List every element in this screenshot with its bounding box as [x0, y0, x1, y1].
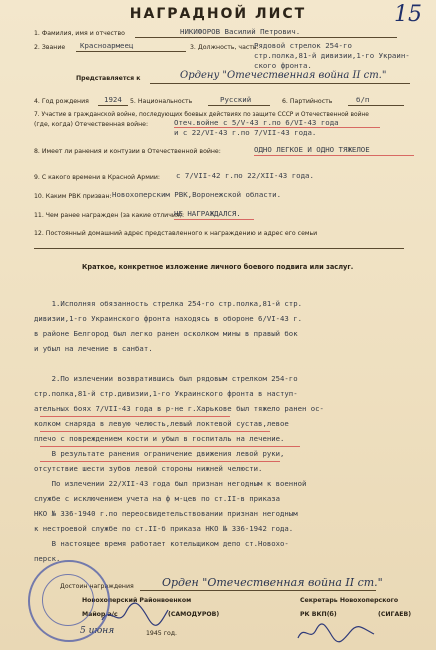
field-10-value: Новохоперским РВК,Воронежской области. — [112, 190, 282, 199]
narrative-line: В результате ранения ограничение движения левой руки, — [34, 449, 285, 458]
field-6-line — [348, 105, 404, 106]
field-9-label: 9. С какого времени в Красной Армии: — [34, 174, 161, 181]
right-signature — [296, 620, 376, 646]
field-2-label: 2. Звание — [34, 44, 66, 51]
left-signatory-name: (САМОДУРОВ) — [168, 611, 220, 618]
field-11-value: НЕ НАГРАЖДАЛСЯ. — [174, 209, 241, 218]
narrative-underline — [40, 461, 280, 462]
left-org-line2: Майор а/с — [82, 611, 118, 618]
narrative-line: в районе Белгород был легко ранен осколком мины в правый бок — [34, 329, 298, 338]
narrative-line: службе с исключением учета на ф м-цев по ст.II-в приказа — [34, 494, 281, 503]
right-signatory-name: (СИГАЕВ) — [378, 611, 412, 618]
narrative-line — [34, 356, 426, 371]
narrative-line: и убыл на лечение в санбат. — [34, 344, 153, 353]
narrative-underline — [40, 431, 270, 432]
page-title: НАГРАДНОЙ ЛИСТ — [129, 6, 307, 22]
narrative-line: плечо с повреждением кости и убыл в госпиталь на лечение. — [34, 434, 285, 443]
worthy-line — [140, 590, 376, 591]
field-8-label: 8. Имеет ли ранения и контузии в Отечественной войне: — [34, 148, 221, 155]
field-12-label: 12. Постоянный домашний адрес представленного к награждению и адрес его семьи — [34, 230, 318, 237]
field-2-line — [76, 51, 186, 52]
narrative-line: колком снаряда в левую челюсть,левый локтевой сустав,левое — [34, 419, 289, 428]
field-6-label: 6. Партийность — [282, 98, 333, 105]
date-handwritten: 5 июня — [80, 626, 115, 636]
right-org-line1: Секретарь Новохоперского — [300, 597, 399, 604]
narrative-line: стр.полка,81-й стр.дивизии,1-го Украинского фронта в наступ- — [34, 389, 298, 398]
worthy-value: Орден "Отечественная война II ст." — [162, 576, 383, 589]
left-signature — [100, 600, 170, 630]
corner-number: 15 — [394, 2, 422, 27]
field-5-line — [208, 105, 270, 106]
presented-line — [150, 83, 410, 84]
narrative-line: 1.Исполняя обязанность стрелка 254-го стр.полка,81-й стр. — [34, 299, 302, 308]
official-stamp — [28, 560, 110, 642]
worthy-label: Достоин награждения — [60, 583, 134, 590]
field-4-line — [98, 105, 128, 106]
field-2-value: Красноармеец — [80, 41, 134, 50]
narrative-line: НКО № 336-1940 г.по переосвидетельствовании признан негодным — [34, 509, 298, 518]
field-5-value: Русский — [220, 95, 252, 104]
narrative-line: дивизии,1-го Украинского фронта находясь в обороне 6/VI-43 г. — [34, 314, 302, 323]
field-7-underline — [174, 127, 380, 128]
field-1-label: 1. Фамилия, имя и отчество — [34, 30, 125, 37]
field-11-label: 11. Чем ранее награжден (за какие отличия): — [34, 212, 185, 219]
field-7-value-line2: и с 22/VI-43 г.по 7/VII-43 года. — [174, 128, 317, 137]
narrative-line: перск. — [34, 554, 61, 563]
date-year: 1945 год. — [146, 630, 177, 637]
field-4-label: 4. Год рождения — [34, 98, 89, 105]
section-heading: Краткое, конкретное изложение личного боевого подвига или заслуг. — [82, 263, 354, 271]
left-org-line1: Новохоперский Районвоенком — [82, 597, 192, 604]
field-7-label-line2: (где, когда) Отечественная войне: — [34, 121, 149, 128]
narrative-line: отсутствие шести зубов левой стороны нижней челюсти. — [34, 464, 263, 473]
field-8-underline — [254, 155, 414, 156]
narrative-line: ательных боях 7/VII-43 года в р-не г.Харькове был тяжело ранен ос- — [34, 404, 324, 413]
field-3-label: 3. Должность, часть: — [190, 44, 259, 51]
narrative-line: В настоящее время работает котельщиком депо ст.Новохо- — [34, 539, 289, 548]
field-5-label: 5. Национальность — [130, 98, 193, 105]
field-3-value-line1: Рядовой стрелок 254-го — [254, 41, 352, 50]
presented-label: Представляется к — [76, 75, 141, 82]
field-9-value: с 7/VII-42 г.по 22/XII-43 года. — [176, 171, 314, 180]
narrative-line: По излечении 22/XII-43 года был признан негодным к военной — [34, 479, 307, 488]
field-3-value-line2: стр.полка,81-й дивизии,1-го Украин- — [254, 51, 410, 60]
field-3-value-line3: ского фронта. — [254, 61, 312, 70]
field-12-line — [34, 248, 404, 249]
field-7-label-line1: 7. Участие в гражданской войне, последующих боевых действиях по защите СССР и Отечественной войне — [34, 112, 369, 118]
presented-value: Ордену "Отечественная война II ст." — [180, 70, 387, 81]
field-11-underline — [174, 219, 254, 220]
field-7-value-line1: Отеч.войне с 5/V-43 г.по 6/VI-43 года — [174, 118, 339, 127]
narrative-line: к нестроевой службе по ст.II-б приказа НКО № 336-1942 года. — [34, 524, 294, 533]
narrative-underline — [40, 446, 300, 447]
field-8-value: ОДНО ЛЕГКОЕ И ОДНО ТЯЖЕЛОЕ — [254, 145, 370, 154]
right-org-line2: РК ВКП(б) — [300, 611, 337, 618]
narrative-line: 2.По излечении возвратившись был рядовым стрелком 254-го — [34, 374, 298, 383]
narrative-underline — [40, 416, 230, 417]
field-1-value: НИКИФОРОВ Василий Петрович. — [180, 27, 301, 36]
field-10-label: 10. Каким РВК призван: — [34, 193, 112, 200]
field-4-value: 1924 — [104, 95, 122, 104]
field-6-value: б/п — [356, 95, 370, 104]
field-1-line — [135, 37, 397, 38]
